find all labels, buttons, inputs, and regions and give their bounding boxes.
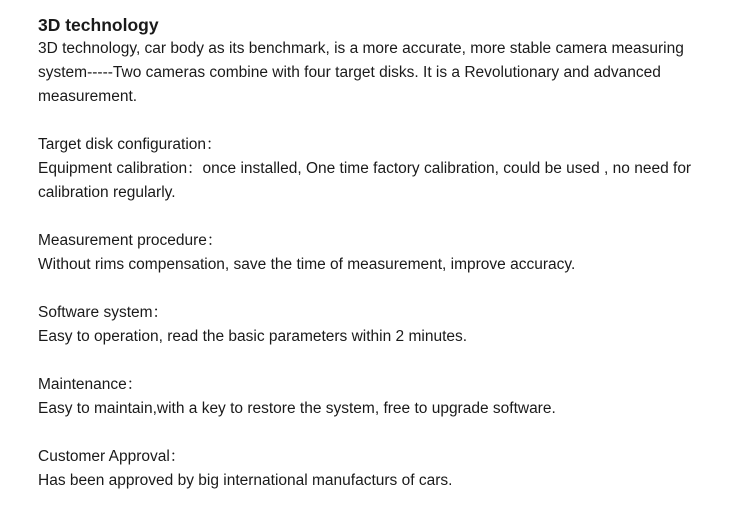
spacer	[38, 349, 728, 373]
section-customer-approval	[38, 445, 728, 493]
spacer	[38, 205, 728, 229]
spacer	[38, 421, 728, 445]
section-body: Has been approved by big international manufacturs of cars.	[38, 472, 453, 489]
page-title: 3D technology	[38, 15, 159, 35]
section-body: Without rims compensation, save the time of measurement, improve accuracy.	[38, 256, 576, 273]
section-measurement-procedure	[38, 229, 728, 277]
section-software-system	[38, 301, 728, 349]
section-heading: Software system：	[38, 304, 169, 321]
section-target-disk	[38, 133, 728, 205]
section-heading: Customer Approval：	[38, 448, 186, 465]
section-body: Equipment calibration：once installed, One time factory calibration, could be used , no need for calibration regularly.	[38, 160, 692, 201]
section-heading: Target disk configuration：	[38, 136, 222, 153]
section-heading: Measurement procedure：	[38, 232, 223, 249]
section-maintenance	[38, 373, 728, 421]
spacer	[38, 109, 728, 133]
spacer	[38, 277, 728, 301]
intro-paragraph: 3D technology, car body as its benchmark, is a more accurate, more stable camera measuring system-----Two cameras combine with four target disks. It is a Revolutionary and advanced measurement.	[38, 40, 684, 105]
section-heading: Maintenance：	[38, 376, 143, 393]
document-body	[38, 13, 728, 493]
section-body: Easy to operation, read the basic parameters within 2 minutes.	[38, 328, 468, 345]
section-body: Easy to maintain,with a key to restore the system, free to upgrade software.	[38, 400, 556, 417]
